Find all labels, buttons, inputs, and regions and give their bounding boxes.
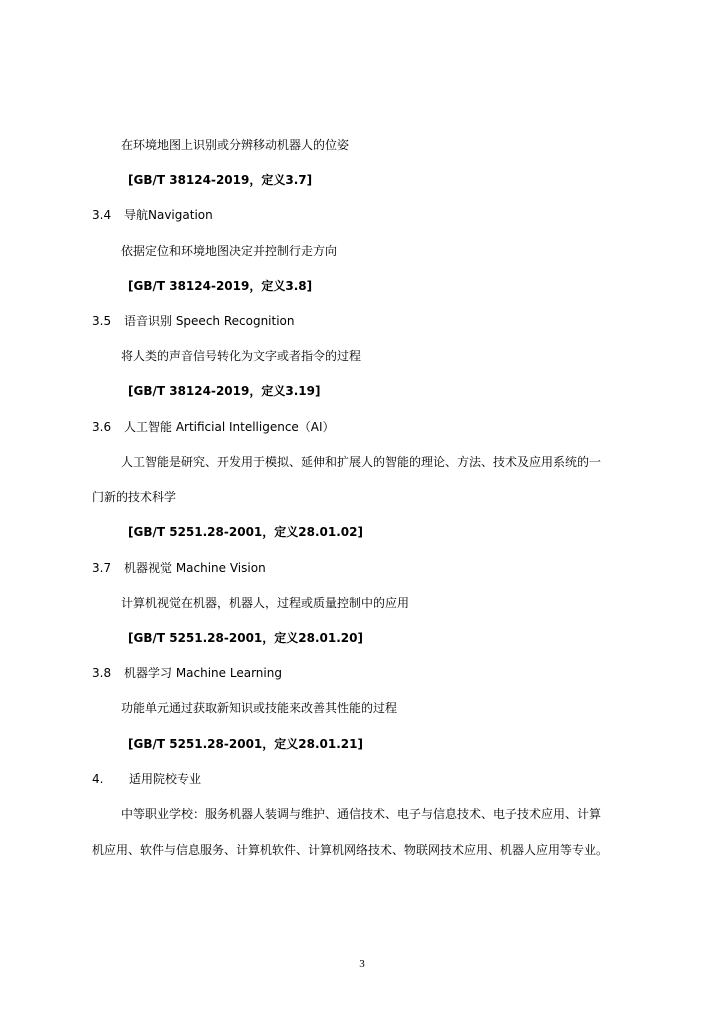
section-title: 机器视觉 Machine Vision bbox=[124, 561, 266, 575]
section-title: 机器学习 Machine Learning bbox=[124, 666, 282, 680]
definition-text: 功能单元通过获取新知识或技能来改善其性能的过程 bbox=[121, 701, 398, 715]
citation: [GB/T 38124-2019，定义3.7] bbox=[128, 173, 313, 187]
citation: [GB/T 38124-2019，定义3.8] bbox=[128, 279, 313, 293]
definition-text: 将人类的声音信号转化为文字或者指令的过程 bbox=[121, 349, 362, 363]
definition-text: 依据定位和环境地图决定并控制行走方向 bbox=[121, 244, 338, 258]
definition-text: 计算机视觉在机器，机器人，过程或质量控制中的应用 bbox=[121, 596, 410, 610]
section-number: 3.8 bbox=[92, 666, 112, 680]
body-paragraph: 中等职业学校：服务机器人装调与维护、通信技术、电子与信息技术、电子技术应用、计算 bbox=[121, 807, 602, 821]
section-number: 3.5 bbox=[92, 314, 112, 328]
citation: [GB/T 5251.28-2001，定义28.01.20] bbox=[128, 631, 363, 645]
definition-text-continued: 门新的技术科学 bbox=[92, 490, 177, 504]
section-heading bbox=[92, 313, 295, 329]
section-heading bbox=[92, 419, 335, 435]
section-title: 导航Navigation bbox=[124, 208, 213, 222]
page-number: 3 bbox=[359, 958, 365, 970]
section-title: 人工智能 Artificial Intelligence（AI） bbox=[124, 420, 335, 434]
section-heading bbox=[92, 560, 266, 576]
citation: [GB/T 5251.28-2001，定义28.01.21] bbox=[128, 737, 363, 751]
section-number: 3.4 bbox=[92, 208, 112, 222]
section-number: 3.6 bbox=[92, 420, 112, 434]
definition-text: 在环境地图上识别或分辨移动机器人的位姿 bbox=[121, 138, 350, 152]
definition-text: 人工智能是研究、开发用于模拟、延伸和扩展人的智能的理论、方法、技术及应用系统的一 bbox=[121, 455, 602, 469]
citation: [GB/T 5251.28-2001，定义28.01.02] bbox=[128, 525, 363, 539]
section-heading bbox=[92, 207, 213, 223]
section-title: 语音识别 Speech Recognition bbox=[124, 314, 295, 328]
body-paragraph-continued: 机应用、软件与信息服务、计算机软件、计算机网络技术、物联网技术应用、机器人应用等专业。 bbox=[92, 843, 609, 857]
citation: [GB/T 38124-2019，定义3.19] bbox=[128, 384, 321, 398]
section-number: 4. bbox=[92, 772, 104, 786]
section-heading bbox=[92, 665, 282, 681]
section-title: 适用院校专业 bbox=[129, 772, 202, 786]
section-heading bbox=[92, 771, 201, 787]
section-number: 3.7 bbox=[92, 561, 112, 575]
